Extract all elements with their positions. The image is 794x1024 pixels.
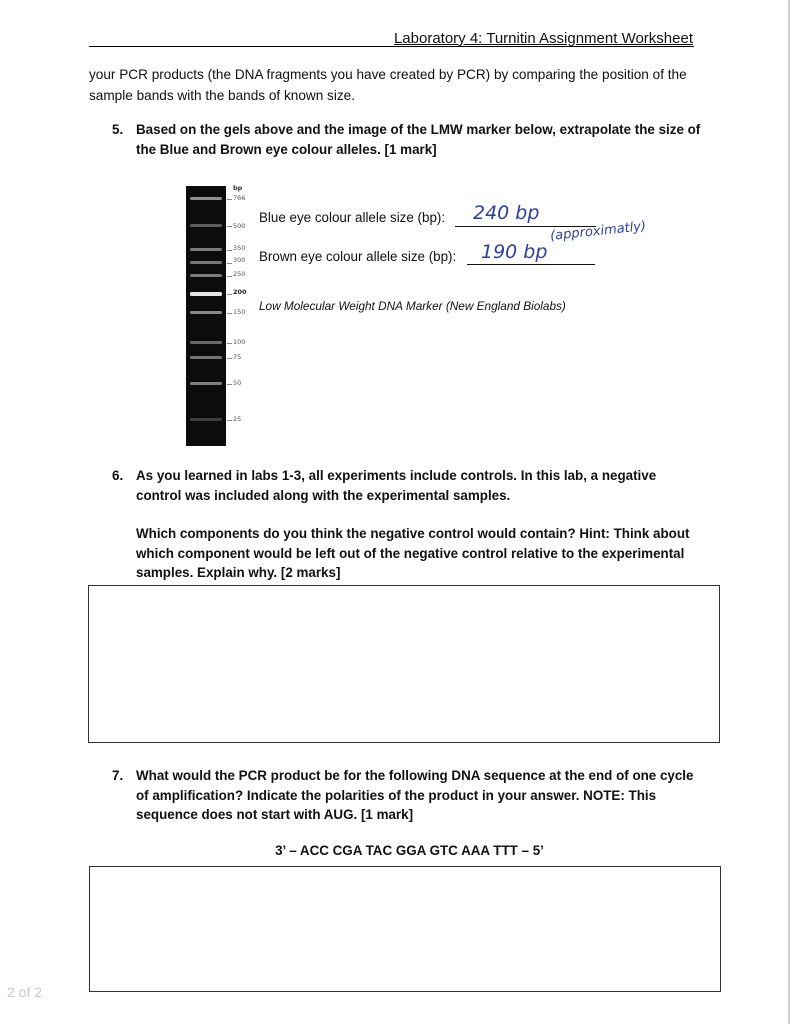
ladder-unit-label: bp [233,184,243,192]
ladder-band [190,248,222,251]
question-7-answer-box[interactable] [89,866,721,992]
gel-lane [186,186,226,446]
dna-sequence: 3’ – ACC CGA TAC GGA GTC AAA TTT – 5’ [275,843,544,858]
ladder-label: 25 [233,415,242,423]
ladder-tick [227,294,232,295]
ladder-label: 300 [233,256,246,264]
ladder-band [190,311,222,314]
ladder-band [190,261,222,264]
question-6-text-1: As you learned in labs 1-3, all experiments include controls. In this lab, a negative control was included along with the experimental samples. [136,468,657,503]
ladder-tick [227,313,232,314]
ladder-band [190,382,222,385]
header-rule [89,46,694,47]
question-6-text-2: Which components do you think the negative control would contain? Hint: Think about which component would be left out of the negative control relative to the experimental samples. Explain why. [2 marks] [136,526,690,580]
question-7-number: 7. [112,768,124,783]
brown-allele-answer-line[interactable] [467,264,595,265]
page-indicator: 2 of 2 [7,984,43,1000]
ladder-band [190,274,222,277]
brown-allele-label: Brown eye colour allele size (bp): [259,249,457,264]
intro-paragraph: your PCR products (the DNA fragments you have created by PCR) by comparing the position of the sample bands with the bands of known size. [89,67,687,103]
dna-ladder-image [186,186,254,446]
ladder-band [190,224,222,227]
ladder-label: 150 [233,308,246,316]
blue-allele-answer: 240 bp [473,202,540,224]
ladder-band [190,341,222,344]
ladder-band [190,418,222,421]
blue-allele-label: Blue eye colour allele size (bp): [259,210,446,225]
question-6 [112,466,696,583]
ladder-tick [227,384,232,385]
ladder-tick [227,250,232,251]
question-6-number: 6. [112,468,124,483]
question-5-number: 5. [112,122,124,137]
ladder-band [190,356,222,359]
header-title: Laboratory 4: Turnitin Assignment Worksheet [393,30,693,47]
ladder-tick [227,263,232,264]
ladder-caption: Low Molecular Weight DNA Marker (New England Biolabs) [259,299,566,313]
question-6-answer-box[interactable] [88,585,720,743]
approximately-note: (approximatly) [549,219,647,244]
brown-allele-answer: 190 bp [481,241,548,263]
ladder-label: 766 [233,194,246,202]
question-5-text: Based on the gels above and the image of the LMW marker below, extrapolate the size of the Blue and Brown eye colour alleles. [1 mark] [136,122,701,157]
question-7-text: What would the PCR product be for the following DNA sequence at the end of one cycle of amplification? Indicate the polarities of the product in your answer. NOTE: This sequence does not start with AUG. [1 mark] [136,768,694,822]
ladder-band [190,292,222,296]
ladder-label: 75 [233,353,242,361]
ladder-label: 100 [233,338,246,346]
spacer [136,505,696,524]
ladder-label: 250 [233,270,246,278]
ladder-label: 350 [233,244,246,252]
question-7 [112,766,696,825]
ladder-tick [227,358,232,359]
question-5 [112,120,716,159]
ladder-tick [227,343,232,344]
ladder-tick [227,420,232,421]
ladder-tick [227,276,232,277]
ladder-label: 500 [233,222,246,230]
ladder-band [190,197,222,200]
ladder-tick [227,226,232,227]
ladder-label: 50 [233,379,242,387]
ladder-label: 200 [233,288,247,296]
ladder-tick [227,199,232,200]
